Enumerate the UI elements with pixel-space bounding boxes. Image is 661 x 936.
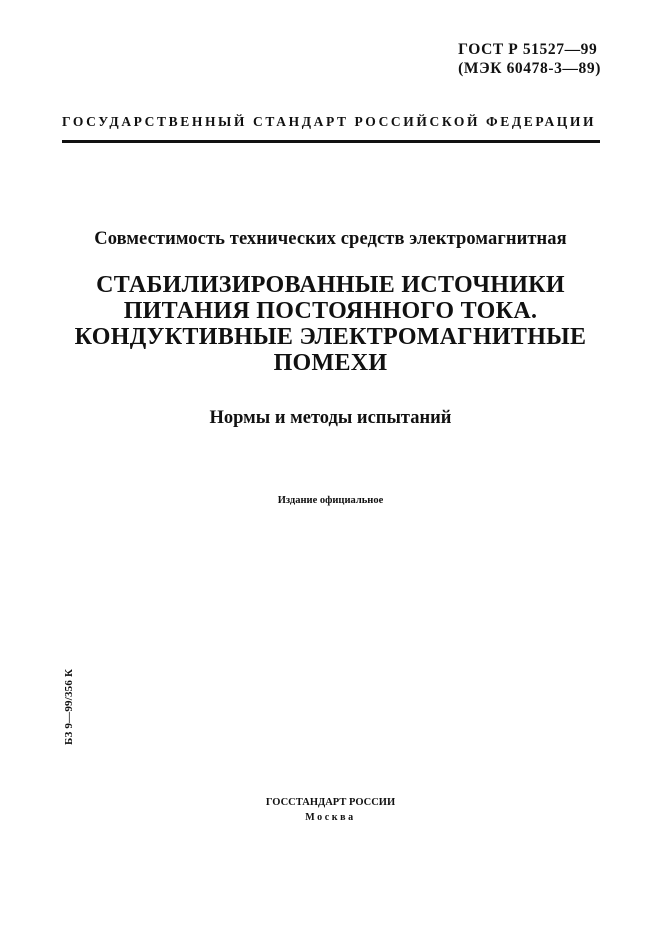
- title-line: ПОМЕХИ: [273, 350, 388, 376]
- title-line: КОНДУКТИВНЫЕ ЭЛЕКТРОМАГНИТНЫЕ: [74, 324, 587, 350]
- document-codes: [458, 40, 601, 78]
- side-code: БЗ 9—99/356 К: [63, 668, 75, 745]
- methods-line: Нормы и методы испытаний: [209, 408, 452, 428]
- title-line: СТАБИЛИЗИРОВАННЫЕ ИСТОЧНИКИ: [96, 272, 565, 298]
- edition-label: Издание официальное: [277, 495, 384, 506]
- publisher: ГОССТАНДАРТ РОССИИ: [265, 797, 396, 808]
- title-line: ПИТАНИЯ ПОСТОЯННОГО ТОКА.: [123, 298, 538, 324]
- iec-code: (МЭК 60478-3—89): [458, 60, 601, 77]
- header-rule: [62, 140, 600, 143]
- standard-header: ГОСУДАРСТВЕННЫЙ СТАНДАРТ РОССИЙСКОЙ ФЕДЕРАЦИИ: [62, 114, 597, 129]
- city: Москва: [305, 812, 356, 823]
- subject-line: Совместимость технических средств электромагнитная: [94, 229, 567, 249]
- gost-code: ГОСТ Р 51527—99: [458, 41, 598, 58]
- main-title: [0, 272, 661, 376]
